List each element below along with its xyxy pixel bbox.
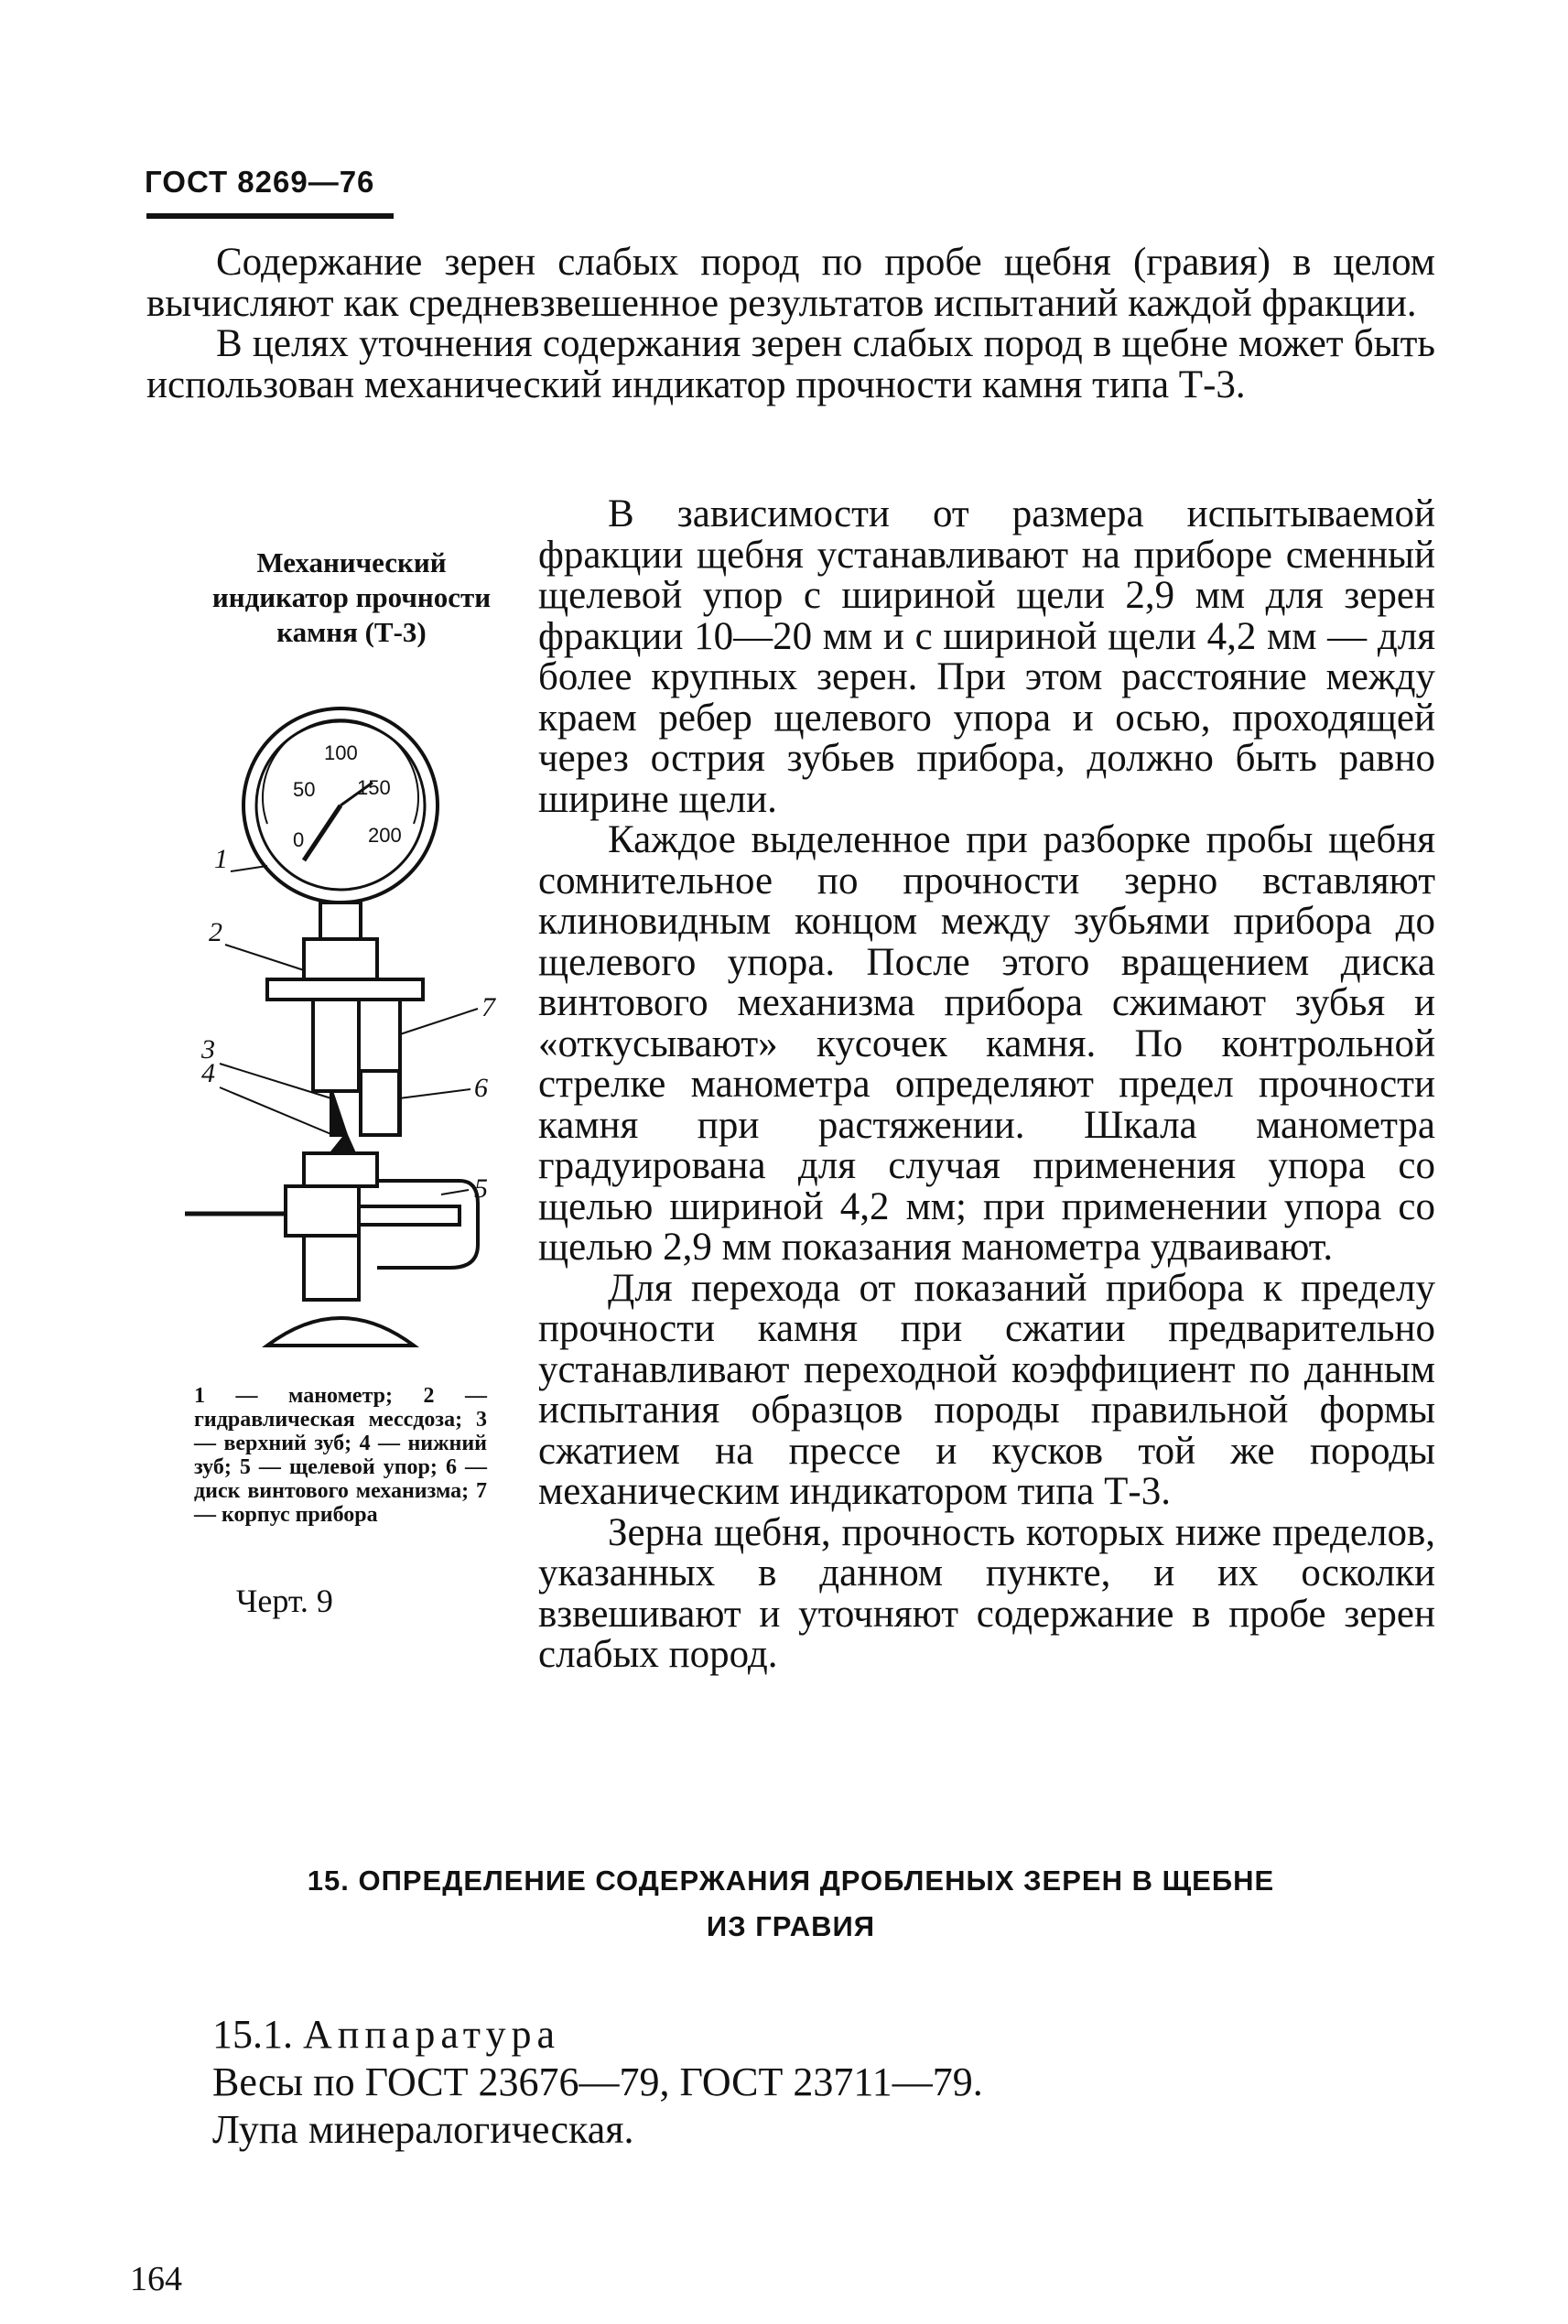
callout-2: 2 (209, 917, 222, 947)
document-code: ГОСТ 8269—76 (145, 165, 375, 199)
callout-1: 1 (214, 844, 228, 874)
intro-block (146, 243, 1435, 405)
body-paragraph-2: Каждое выделенное при разборке пробы щебня сомнительное по прочности зерно вставляют клиновидным концом между зубьями прибора до щелевого упора. После этого вращением диска винтового механизма прибора сжимают зубья и «откусывают» кусочек камня. По контрольной стрелке манометра определяют предел прочности камня при растяжении. Шкала манометра градуирована для случая применения упора со щелью шириной 4,2 мм; при применении упора со щелью 2,9 мм показания манометра удваивают. (538, 818, 1435, 1269)
subsection-heading (212, 2012, 560, 2058)
dial-label-50: 50 (293, 778, 316, 801)
dial-label-0: 0 (293, 828, 305, 851)
body-column (538, 494, 1435, 1676)
callout-6: 6 (474, 1073, 488, 1103)
callout-7: 7 (481, 992, 495, 1022)
section-title (146, 1858, 1435, 1950)
section-title-line-1: 15. ОПРЕДЕЛЕНИЕ СОДЕРЖАНИЯ ДРОБЛЕНЫХ ЗЕРЕН В ЩЕБНЕ (307, 1865, 1275, 1897)
intro-paragraph-2: В целях уточнения содержания зерен слабых пород в щебне может быть использован механический индикатор прочности камня типа Т-3. (146, 322, 1435, 406)
gauge-needle (304, 805, 341, 860)
header-rule (146, 213, 394, 219)
instrument-diagram (167, 705, 524, 1364)
dial-label-200: 200 (368, 824, 402, 847)
dial-label-150: 150 (357, 776, 391, 799)
callout-3: 3 (201, 1034, 215, 1065)
subsection-title: Аппаратура (303, 2012, 560, 2057)
hydraulic-capsule (267, 979, 423, 1000)
page-number: 164 (130, 2260, 182, 2298)
intro-paragraph-1: Содержание зерен слабых пород по пробе щебня (гравия) в целом вычисляют как средневзвешенное результатов испытаний каждой фракции. (146, 241, 1435, 325)
figure-title: Механический индикатор прочности камня (Т-3) (211, 546, 492, 648)
apparatus-line-2: Лупа минералогическая. (212, 2107, 634, 2152)
figure-caption: 1 — манометр; 2 — гидравлическая мессдоза; 3 — верхний зуб; 4 — нижний зуб; 5 — щелевой упор; 6 — диск винтового механизма; 7 — корпус прибора (194, 1384, 487, 1527)
callout-5: 5 (474, 1173, 488, 1204)
figure-label: Черт. 9 (236, 1583, 333, 1619)
dial-label-100: 100 (324, 741, 358, 764)
body-paragraph-3: Для перехода от показаний прибора к пределу прочности камня при сжатии предварительно устанавливают переходной коэффициент по данным испытания образцов породы правильной формы сжатием на прессе и кусков той же породы механическим индикатором типа Т-3. (538, 1266, 1435, 1513)
callout-4: 4 (201, 1058, 215, 1088)
screw-disc (361, 1071, 399, 1135)
body-paragraph-1: В зависимости от размера испытываемой фракции щебня устанавливают на приборе сменный щелевой упор с шириной щели 2,9 мм для зерен фракции 10—20 мм и с шириной щели 4,2 мм — для более крупных зерен. При этом расстояние между краем ребер щелевого упора и осью, проходящей через острия зубьев прибора, должно быть равно ширине щели. (538, 492, 1435, 821)
section-title-line-2: ИЗ ГРАВИЯ (706, 1910, 876, 1942)
body-paragraph-4: Зерна щебня, прочность которых ниже пределов, указанных в данном пункте, и их осколки взвешивают и уточняют содержание в пробе зерен слабых пород. (538, 1510, 1435, 1676)
apparatus-line-1: Весы по ГОСТ 23676—79, ГОСТ 23711—79. (212, 2059, 983, 2104)
subsection-number: 15.1. (212, 2012, 293, 2057)
